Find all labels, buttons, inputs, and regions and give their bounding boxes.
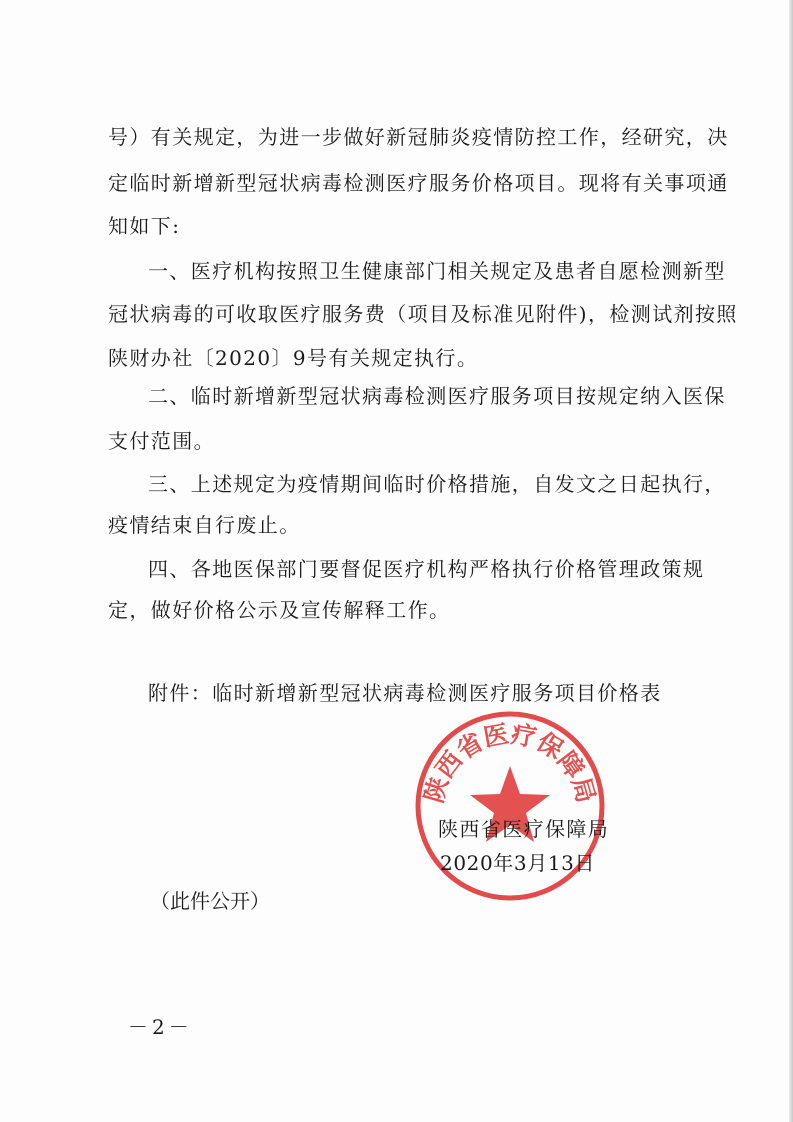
body-line-1: 号）有关规定，为进一步做好新冠肺炎疫情防控工作，经研究，决 bbox=[108, 125, 729, 149]
body-line-2: 定临时新增新型冠状病毒检测医疗服务价格项目。现将有关事项通 bbox=[108, 171, 729, 195]
attachment-line: 附件：临时新增新型冠状病毒检测医疗服务项目价格表 bbox=[148, 681, 662, 705]
item-4-line-2: 定，做好价格公示及宣传解释工作。 bbox=[108, 598, 451, 622]
item-1-line-1: 一、医疗机构按照卫生健康部门相关规定及患者自愿检测新型 bbox=[148, 259, 726, 283]
page-number: －2－ bbox=[128, 1015, 193, 1039]
page-edge-shadow bbox=[789, 0, 793, 1122]
item-3-line-1: 三、上述规定为疫情期间临时价格措施，自发文之日起执行， bbox=[148, 472, 726, 496]
issue-date: 2020年3月13日 bbox=[440, 851, 596, 875]
item-4-line-1: 四、各地医保部门要督促医疗机构严格执行价格管理政策规 bbox=[148, 557, 705, 581]
item-2-line-2: 支付范围。 bbox=[108, 429, 215, 453]
seal-text: 陕西省医疗保障局 bbox=[419, 719, 601, 806]
issuer-name: 陕西省医疗保障局 bbox=[438, 817, 610, 841]
item-3-line-2: 疫情结束自行废止。 bbox=[108, 513, 301, 537]
item-1-line-2: 冠状病毒的可收取医疗服务费（项目及标准见附件)，检测试剂按照 bbox=[108, 302, 738, 326]
body-line-3: 知如下: bbox=[108, 214, 181, 238]
item-2-line-1: 二、临时新增新型冠状病毒检测医疗服务项目按规定纳入医保 bbox=[148, 384, 726, 408]
item-1-line-3: 陕财办社〔2020〕9号有关规定执行。 bbox=[108, 346, 479, 370]
disclosure-note: （此件公开） bbox=[150, 889, 270, 913]
